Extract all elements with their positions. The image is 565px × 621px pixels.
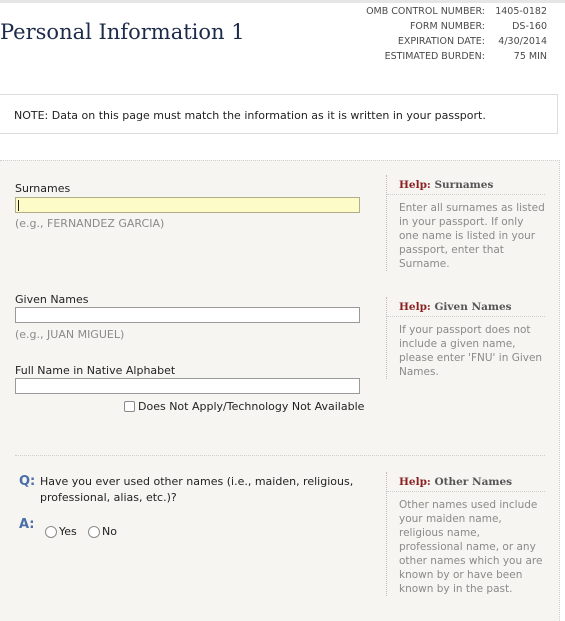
section-divider — [15, 455, 545, 456]
native-name-label: Full Name in Native Alphabet — [15, 364, 176, 377]
checkbox-box[interactable] — [124, 401, 135, 412]
top-border — [0, 0, 565, 3]
no-label: No — [102, 525, 117, 538]
help-other-names-title: Help: Other Names — [387, 472, 545, 492]
radio-circle[interactable] — [88, 526, 100, 538]
help-given-names-title: Help: Given Names — [387, 297, 545, 317]
other-names-question: Have you ever used other names (i.e., maiden, religious, professional, alias, etc.)? — [40, 475, 354, 504]
other-names-yes-radio[interactable] — [45, 525, 77, 538]
other-names-no-radio[interactable] — [88, 525, 117, 538]
omb-info-block — [366, 4, 547, 64]
expiration-date-row: EXPIRATION DATE: 4/30/2014 — [397, 36, 547, 47]
surnames-example: (e.g., FERNANDEZ GARCIA) — [15, 217, 165, 230]
help-surnames — [386, 175, 545, 271]
estimated-burden-row: ESTIMATED BURDEN: 75 MIN — [384, 51, 547, 62]
given-names-input[interactable] — [15, 307, 360, 323]
question-marker: Q: — [19, 474, 36, 489]
given-names-label: Given Names — [15, 293, 89, 306]
help-other-names-text: Other names used include your maiden name, religious name, professional name, or any other names which you are known by or have been known by in the past. — [399, 499, 543, 595]
note-text: NOTE: Data on this page must match the information as it is written in your passport. — [14, 109, 486, 122]
form-number-row: FORM NUMBER: DS-160 — [409, 21, 547, 32]
help-surnames-text: Enter all surnames as listed in your passport. If only one name is listed in your passport, enter that Surname. — [399, 202, 545, 270]
help-surnames-title: Help: Surnames — [387, 175, 545, 195]
native-name-input[interactable] — [15, 378, 360, 394]
radio-circle[interactable] — [45, 526, 57, 538]
omb-control-row: OMB CONTROL NUMBER: 1405-0182 — [366, 6, 547, 17]
does-not-apply-checkbox[interactable] — [124, 400, 364, 413]
passport-note — [0, 94, 558, 134]
yes-label: Yes — [59, 525, 77, 538]
help-given-names — [386, 297, 545, 379]
help-other-names — [386, 472, 545, 596]
surnames-label: Surnames — [15, 182, 71, 195]
given-names-example: (e.g., JUAN MIGUEL) — [15, 328, 125, 341]
surnames-input[interactable] — [15, 197, 360, 213]
answer-marker: A: — [19, 517, 35, 532]
help-given-names-text: If your passport does not include a given name, please enter 'FNU' in Given Names. — [399, 324, 543, 378]
page-title: Personal Information 1 — [0, 20, 245, 44]
does-not-apply-label: Does Not Apply/Technology Not Available — [138, 400, 365, 413]
text-caret — [18, 200, 19, 211]
form-panel — [0, 160, 560, 621]
